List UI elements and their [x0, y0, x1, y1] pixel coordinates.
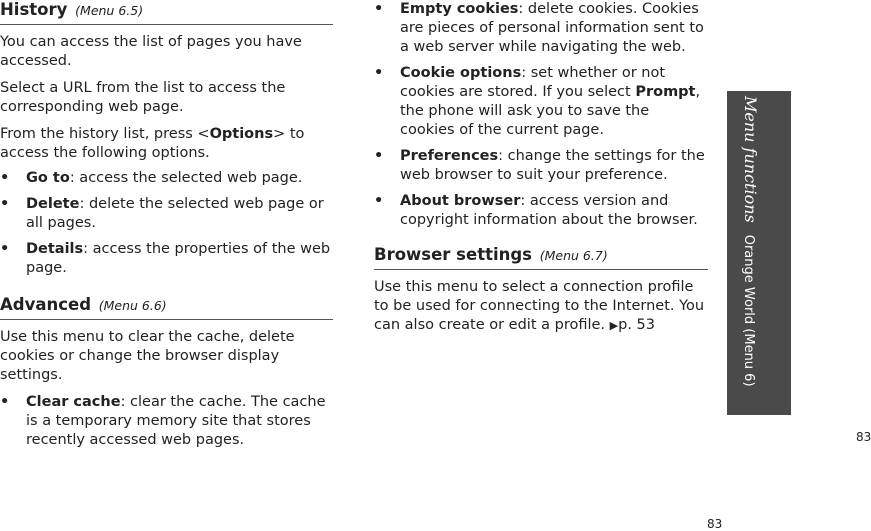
left-column	[0, 0, 333, 450]
bullet-icon: •	[374, 193, 384, 209]
item-desc: : delete the selected web page or all pages.	[26, 195, 324, 231]
options-softkey: Options	[209, 125, 274, 142]
history-heading	[0, 0, 333, 25]
bullet-icon: •	[374, 148, 384, 164]
item-desc-post: , the phone will ask you to save the cookies of the current page.	[400, 84, 701, 138]
item-term: Preferences	[400, 148, 499, 164]
browser-settings-heading	[374, 245, 708, 270]
list-item	[0, 393, 333, 450]
page-number-right: 83	[856, 430, 871, 444]
prompt-option: Prompt	[635, 84, 696, 100]
history-options-pre: From the history list, press <	[0, 125, 210, 142]
bullet-icon: •	[374, 1, 384, 17]
history-menu-ref: (Menu 6.5)	[75, 3, 144, 18]
list-item	[374, 192, 708, 230]
page-ref-arrow-icon: ▶	[609, 318, 619, 332]
list-item	[0, 169, 333, 188]
item-desc-pre: : set whether or not cookies are stored. If you select	[400, 65, 666, 100]
history-options-intro	[0, 125, 333, 163]
side-tab-text	[741, 96, 760, 387]
history-select-url: Select a URL from the list to access the corresponding web page.	[0, 79, 286, 115]
item-term: Empty cookies	[400, 1, 519, 17]
list-item	[0, 240, 333, 278]
history-options-post: > to access the following options.	[0, 125, 305, 161]
list-item	[0, 195, 333, 233]
item-term: Cookie options	[400, 65, 522, 81]
advanced-heading	[0, 295, 333, 320]
browser-settings-title: Browser settings	[374, 245, 533, 264]
right-column	[374, 0, 708, 335]
advanced-options-list-continued	[374, 0, 708, 230]
history-intro: You can access the list of pages you have accessed.	[0, 33, 302, 69]
item-desc: : access version and copyright information about the browser.	[400, 193, 698, 228]
bullet-icon: •	[0, 169, 10, 186]
browser-settings-menu-ref: (Menu 6.7)	[539, 248, 608, 263]
history-options-list	[0, 169, 333, 278]
advanced-menu-ref: (Menu 6.6)	[98, 297, 167, 313]
item-term: About browser	[400, 193, 521, 209]
advanced-title: Advanced	[0, 294, 91, 314]
item-desc: : change the settings for the web browser to suit your preference.	[400, 148, 705, 183]
page-reference: p. 53	[618, 316, 655, 333]
item-term: Details	[26, 240, 84, 257]
page-number-bottom: 83	[707, 517, 723, 531]
item-term: Clear cache	[26, 393, 121, 410]
browser-settings-text: Use this menu to select a connection profile to be used for connecting to the Internet. You can also create or edit a profile.	[374, 278, 705, 333]
list-item	[374, 64, 708, 140]
bullet-icon: •	[374, 65, 384, 81]
advanced-intro: Use this menu to clear the cache, delete cookies or change the browser display settings.	[0, 328, 295, 383]
history-title: History	[0, 0, 68, 19]
side-tab-menu-functions: Menu functions	[741, 96, 760, 223]
bullet-icon: •	[0, 195, 10, 212]
bullet-icon: •	[0, 393, 10, 410]
item-desc: : clear the cache. The cache is a temporary memory site that stores recently accessed web pages.	[26, 393, 326, 448]
item-desc: : access the selected web page.	[69, 169, 303, 186]
item-term: Delete	[26, 195, 80, 212]
advanced-options-list	[0, 393, 333, 450]
item-term: Go to	[26, 169, 70, 186]
item-desc: : delete cookies. Cookies are pieces of personal information sent to a web server while navigating the web.	[400, 1, 704, 55]
browser-settings-intro	[374, 278, 708, 335]
item-desc: : access the properties of the web page.	[26, 240, 331, 276]
list-item	[374, 0, 708, 57]
bullet-icon: •	[0, 240, 10, 257]
side-tab-section: Orange World (Menu 6)	[741, 234, 756, 387]
list-item	[374, 147, 708, 185]
